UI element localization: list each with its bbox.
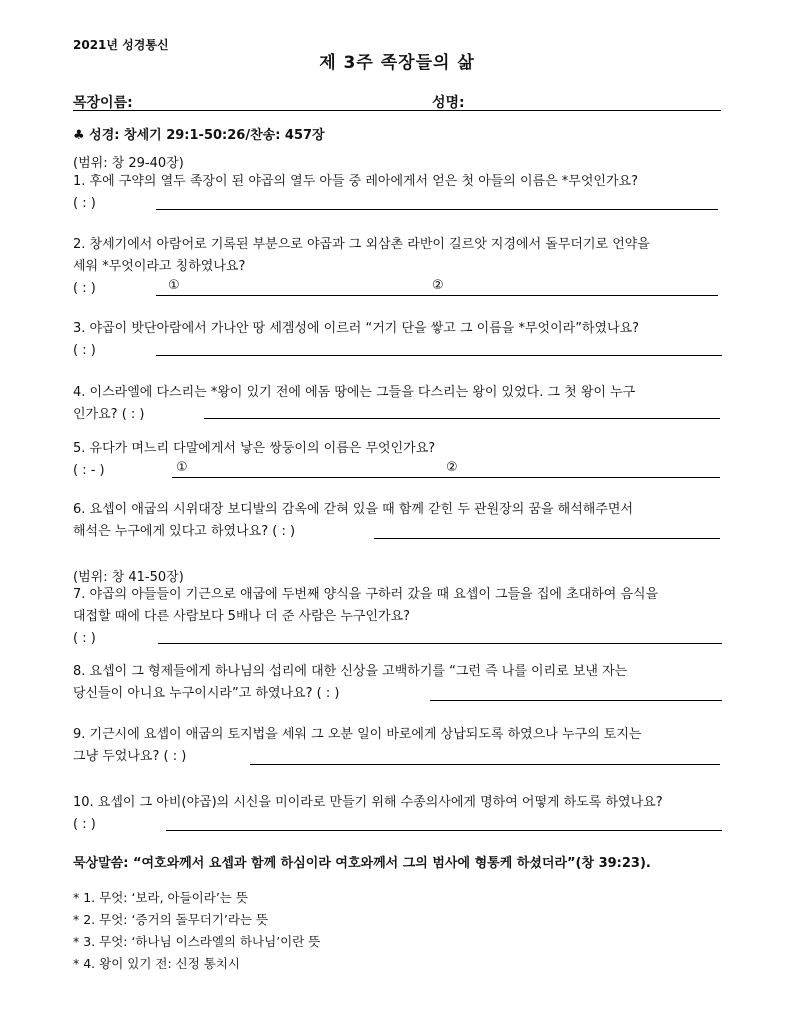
answer-ref: 인가요? ( : ) <box>73 407 145 422</box>
answer-blank[interactable] <box>156 295 718 296</box>
footnote: * 1. 무엇: ‘보라, 아들이라’는 뜻 <box>73 890 248 905</box>
question-4 <box>73 382 733 426</box>
question-8 <box>73 661 733 705</box>
question-text: 9. 기근시에 요셉이 애굽의 토지법을 세워 그 오분 일이 바로에게 상납되도록 하였으나 누구의 토지는 <box>73 727 642 742</box>
name-underline <box>73 110 721 111</box>
question-6 <box>73 499 733 543</box>
page-title: 제 3주 족장들의 삶 <box>319 53 475 73</box>
answer-ref: 당신들이 아니요 누구이시라”고 하였나요? ( : ) <box>73 686 340 701</box>
footnote: * 3. 무엇: ‘하나님 이스라엘의 하나님’이란 뜻 <box>73 934 321 949</box>
answer-ref: ( : - ) <box>73 463 105 478</box>
question-5 <box>73 438 733 482</box>
answer-marker-1: ① <box>168 278 180 293</box>
question-text: 8. 요셉이 그 형제들에게 하나님의 섭리에 대한 신상을 고백하기를 “그런 즉 나를 이리로 보낸 자는 <box>73 664 628 679</box>
question-text: 1. 후에 구약의 열두 족장이 된 야곱의 열두 아들 중 레아에게서 얻은 첫 아들의 이름은 *무엇인가요? <box>73 174 638 189</box>
answer-ref: ( : ) <box>73 343 96 358</box>
answer-marker-2: ② <box>432 278 444 293</box>
answer-ref: ( : ) <box>73 281 96 296</box>
answer-marker-1: ① <box>176 460 188 475</box>
question-text: 5. 유다가 며느리 다말에게서 낳은 쌍둥이의 이름은 무엇인가요? <box>73 441 436 456</box>
question-9 <box>73 724 733 768</box>
answer-marker-2: ② <box>446 460 458 475</box>
question-text: 세워 *무엇이라고 칭하였나요? <box>73 259 246 274</box>
question-text: 3. 야곱이 밧단아람에서 가나안 땅 세겜성에 이르러 “거기 단을 쌓고 그 이름을 *무엇이라”하였나요? <box>73 321 640 336</box>
answer-blank[interactable] <box>430 700 722 701</box>
answer-ref: 그냥 두었나요? ( : ) <box>73 749 187 764</box>
answer-ref: 해석은 누구에게 있다고 하였나요? ( : ) <box>73 524 296 539</box>
answer-blank[interactable] <box>156 355 722 356</box>
answer-ref: ( : ) <box>73 196 96 211</box>
footnote: * 4. 왕이 있기 전: 신정 통치시 <box>73 956 240 971</box>
question-text: 2. 창세기에서 아람어로 기록된 부분으로 야곱과 그 외삼촌 라반이 길르앗 지경에서 돌무더기로 언약을 <box>73 237 650 252</box>
answer-blank[interactable] <box>374 538 720 539</box>
question-text: 10. 요셉이 그 아비(야곱)의 시신을 미이라로 만들기 위해 수종의사에게 명하여 어떻게 하도록 하였나요? <box>73 795 663 810</box>
question-text: 7. 야곱의 아들들이 기근으로 애굽에 두번째 양식을 구하러 갔을 때 요셉이 그들을 집에 초대하여 음식을 <box>73 587 659 602</box>
header-label: 2021년 성경통신 <box>73 38 169 52</box>
question-text: 4. 이스라엘에 다스리는 *왕이 있기 전에 에돔 땅에는 그들을 다스리는 왕이 있었다. 그 첫 왕이 누구 <box>73 385 636 400</box>
answer-blank[interactable] <box>250 764 720 765</box>
pastor-label: 목장이름: <box>73 95 133 111</box>
question-7 <box>73 584 733 650</box>
range-label: (범위: 창 41-50장) <box>73 570 184 585</box>
answer-blank[interactable] <box>158 643 722 644</box>
meditation-verse: 묵상말씀: “여호와께서 요셉과 함께 하심이라 여호와께서 그의 범사에 형통케 하셨더라”(창 39:23). <box>73 856 651 871</box>
answer-ref: ( : ) <box>73 817 96 832</box>
answer-blank[interactable] <box>156 209 718 210</box>
question-text: 6. 요셉이 애굽의 시위대장 보디발의 감옥에 갇혀 있을 때 함께 갇힌 두 관원장의 꿈을 해석해주면서 <box>73 502 634 517</box>
answer-blank[interactable] <box>166 830 722 831</box>
answer-ref: ( : ) <box>73 631 96 646</box>
answer-blank[interactable] <box>172 477 720 478</box>
reading-line: ♣ 성경: 창세기 29:1-50:26/찬송: 457장 <box>73 128 325 143</box>
answer-blank[interactable] <box>204 418 720 419</box>
question-text: 대접할 때에 다른 사람보다 5배나 더 준 사람은 누구인가요? <box>73 609 411 624</box>
name-label: 성명: <box>432 95 465 111</box>
footnote: * 2. 무엇: ‘증거의 돌무더기’라는 뜻 <box>73 912 269 927</box>
range-label: (범위: 창 29-40장) <box>73 156 184 171</box>
